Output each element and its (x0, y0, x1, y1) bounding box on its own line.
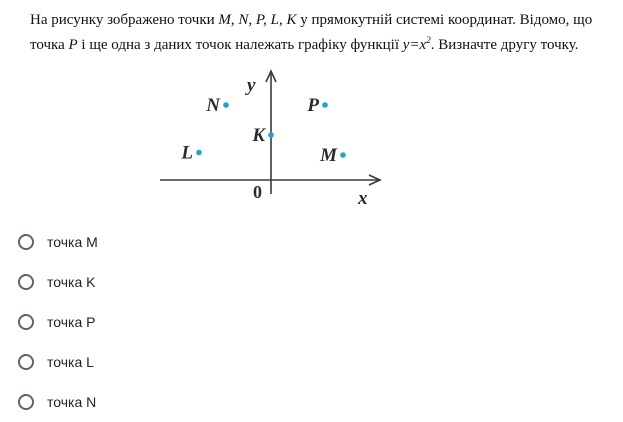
option-label: точка K (47, 274, 96, 290)
question-part-3: і ще одна з даних точок належать графіку функції (77, 37, 403, 53)
answer-options (18, 222, 418, 422)
option-label: точка P (47, 314, 96, 330)
y-axis-label: y (247, 75, 256, 96)
point-p-label: P (307, 95, 319, 116)
coordinate-plane (150, 66, 390, 211)
radio-button[interactable] (18, 394, 34, 410)
radio-button[interactable] (18, 314, 34, 330)
question-point-p: P (68, 37, 78, 53)
option-m[interactable] (18, 222, 418, 262)
option-l[interactable] (18, 342, 418, 382)
point-k-label: K (252, 125, 265, 146)
option-label: точка M (47, 234, 98, 250)
origin-label: 0 (253, 182, 262, 202)
question-part-1: На рисунку зображено точки (30, 12, 219, 28)
point-l-dot (196, 150, 202, 156)
points-layer (180, 95, 345, 166)
x-axis-label: x (358, 188, 368, 209)
option-n[interactable] (18, 382, 418, 422)
coordinate-figure (150, 66, 390, 211)
question-part-2: у прямокутній системі координат. Відомо, що точка (30, 12, 593, 53)
question-function: y=x (402, 37, 427, 53)
point-n-dot (223, 102, 229, 108)
radio-button[interactable] (18, 274, 34, 290)
point-k-dot (268, 132, 274, 138)
option-k[interactable] (18, 262, 418, 302)
option-label: точка N (47, 394, 97, 410)
point-m-dot (340, 152, 346, 158)
option-label: точка L (47, 354, 94, 370)
point-l-label: L (181, 142, 193, 164)
point-n-label: N (206, 95, 220, 116)
radio-button[interactable] (18, 234, 34, 250)
point-p-dot (322, 102, 328, 108)
question-function-exponent: 2 (426, 35, 431, 45)
option-p[interactable] (18, 302, 418, 342)
question-text (30, 10, 610, 55)
point-m-label: M (320, 145, 337, 166)
question-points: M, N, P, L, K (218, 12, 297, 28)
radio-button[interactable] (18, 354, 34, 370)
question-part-4: . Визначте другу точку. (430, 37, 579, 53)
